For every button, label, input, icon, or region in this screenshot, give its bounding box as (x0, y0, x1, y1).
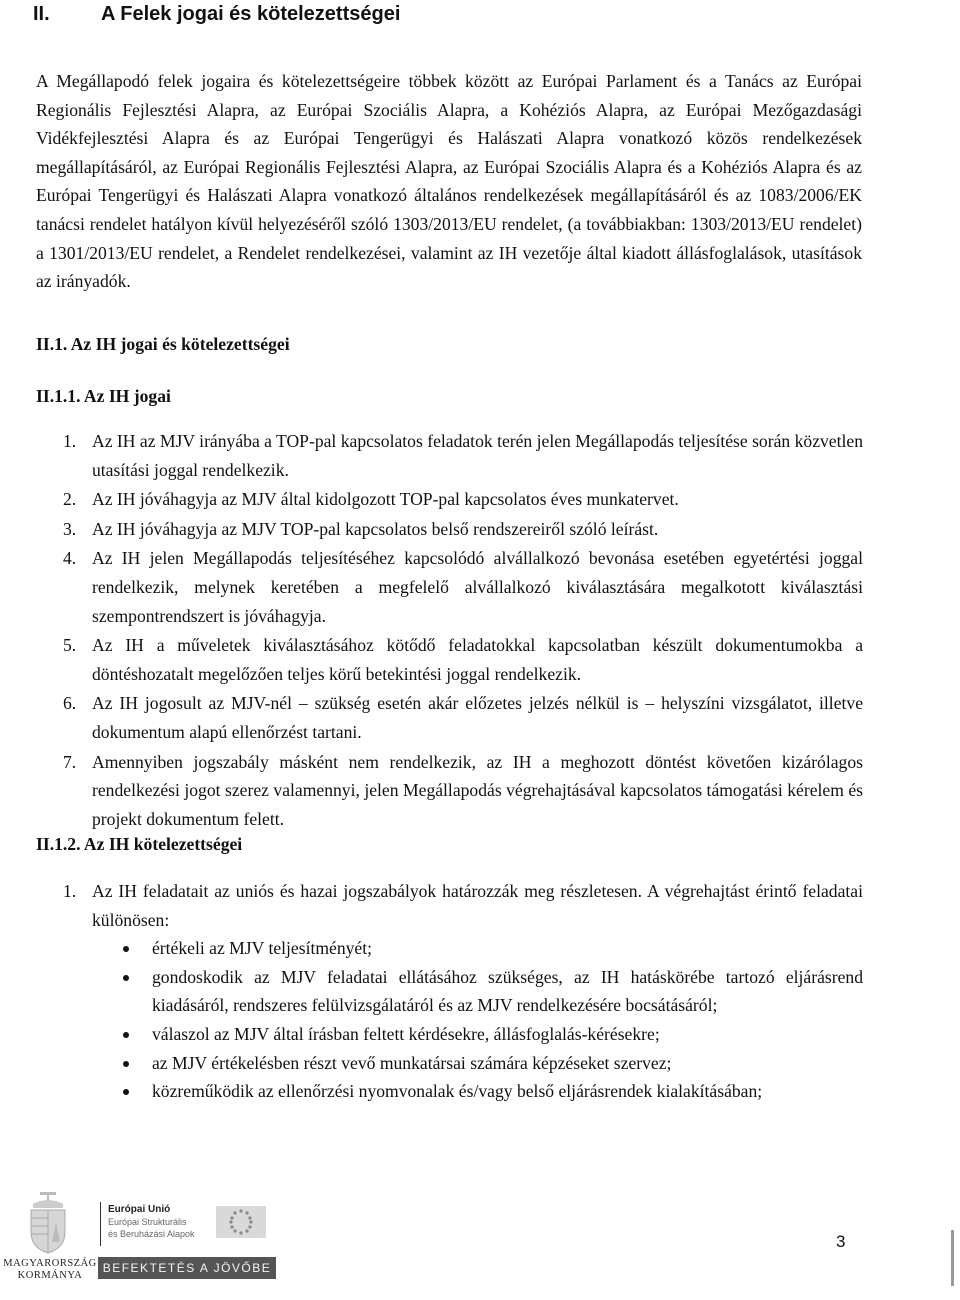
chapter-title-text: A Felek jogai és kötelezettségei (101, 3, 401, 25)
bullet-item (152, 934, 863, 963)
list-item (63, 877, 863, 1106)
item-text: Az IH jóváhagyja az MJV által kidolgozott TOP-pal kapcsolatos éves munkatervet. (92, 489, 679, 510)
item-number: 3. (63, 518, 77, 539)
list-item (63, 515, 863, 544)
item-text: Az IH az MJV irányába a TOP-pal kapcsolatos feladatok terén jelen Megállapodás teljesítése során közvetlen utasítási joggal rendelkezik. (92, 431, 863, 480)
bullet-item (152, 963, 863, 1020)
bullet-text: gondoskodik az MJV feladatai ellátásához szükséges, az IH hatáskörébe tartozó eljárásrend kiadásáról, rendszeres felülvizsgálatáról és az MJV rendelkezésére bocsátásáról; (152, 966, 863, 1016)
section-heading: II.1. Az IH jogai és kötelezettségei (36, 334, 290, 354)
page-number: 3 (836, 1232, 846, 1251)
chapter-number: II. (33, 3, 50, 25)
duties-heading: II.1.2. Az IH kötelezettségei (36, 834, 243, 854)
item-number: 5. (63, 635, 77, 656)
eu-title: Európai Unió (108, 1204, 171, 1215)
item-number: 6. (63, 693, 77, 714)
rights-heading: II.1.1. Az IH jogai (36, 386, 171, 406)
bullet-icon (123, 975, 129, 981)
bullet-text: értékeli az MJV teljesítményét; (152, 938, 373, 959)
coat-of-arms-icon (25, 1192, 71, 1254)
bullet-icon (123, 1032, 129, 1038)
slogan-banner: BEFEKTETÉS A JÖVŐBE (98, 1257, 276, 1279)
duties-list (63, 877, 863, 1106)
page-footer (0, 1190, 960, 1300)
eu-logo (100, 1202, 280, 1248)
duties-bullet-list (92, 934, 863, 1106)
list-item (63, 689, 863, 746)
list-item (63, 544, 863, 630)
eu-fund-line-2: és Beruházási Alapok (108, 1229, 195, 1239)
bullet-text: válaszol az MJV által írásban feltett kérdésekre, állásfoglalás-kérésekre; (152, 1023, 660, 1044)
item-number: 7. (63, 751, 77, 772)
item-text: Az IH jelen Megállapodás teljesítéséhez kapcsolódó alvállalkozó bevonása esetében egyetértési joggal rendelkezik, melynek keretében a megfelelő alvállalkozó kiválasztására megalkotott kiválasztási szempontrendszert is jóváhagyja. (92, 548, 863, 626)
bullet-icon (123, 1061, 129, 1067)
government-logo-text (2, 1258, 98, 1282)
bullet-icon (123, 1089, 129, 1095)
bullet-item (152, 1020, 863, 1049)
item-number: 4. (63, 548, 77, 569)
item-number: 1. (63, 881, 77, 901)
list-item (63, 485, 863, 514)
item-text: Amennyiben jogszabály másként nem rendelkezik, az IH a meghozott döntést követően kizárólagos rendelkezési jogot szerez valamennyi, jelen Megállapodás végrehajtásával kapcsolatos támogatási kérelem és projekt dokumentum felett. (92, 751, 863, 829)
chapter-title (33, 2, 400, 26)
eu-flag-icon (216, 1206, 266, 1238)
bullet-icon (123, 946, 129, 952)
item-number: 2. (63, 489, 77, 510)
divider (100, 1202, 101, 1246)
item-text: Az IH a műveletek kiválasztásához kötődő feladatokkal kapcsolatban készült dokumentumokba a döntéshozatalt megelőzően teljes körű betekintési joggal rendelkezik. (92, 635, 863, 684)
bullet-text: az MJV értékelésben részt vevő munkatársai számára képzéseket szervez; (152, 1052, 672, 1073)
intro-paragraph: A Megállapodó felek jogaira és kötelezettségeire többek között az Európai Parlament és a Tanács az Európai Regionális Fejlesztési Alapra, az Európai Szociális Alapra, a Kohéziós Alapra, az Európai Mezőgazdasági Vidékfejlesztési Alapra és az Európai Tengerügyi és Halászati Alapra vonatkozó közös rendelkezések megállapításáról, az Európai Regionális Fejlesztési Alapra, az Európai Szociális Alapra és a Kohéziós Alapra és az Európai Tengerügyi és Halászati Alapra vonatkozó általános rendelkezések megállapításáról és az 1083/2006/EK tanácsi rendelet hatályon kívül helyezéséről szóló 1303/2013/EU rendelet, (a továbbiakban: 1303/2013/EU rendelet) a 1301/2013/EU rendelet, a Rendelet rendelkezései, valamint az IH vezetője által kiadott állásfoglalások, utasítások az irányadók. (36, 71, 862, 292)
country-name: MAGYARORSZÁG (3, 1258, 97, 1269)
rights-list (63, 427, 863, 834)
page-edge-mark (951, 1230, 954, 1286)
item-text: Az IH jogosult az MJV-nél – szükség esetén akár előzetes jelzés nélkül is – helyszíni vizsgálatot, illetve dokumentum alapú ellenőrzést tartani. (92, 693, 863, 742)
eu-fund-line-1: Európai Strukturális (108, 1217, 187, 1227)
bullet-text: közreműködik az ellenőrzési nyomvonalak és/vagy belső eljárásrendek kialakításában; (152, 1081, 763, 1102)
list-item (63, 748, 863, 834)
item-number: 1. (63, 431, 77, 451)
list-item (63, 631, 863, 688)
bullet-item (152, 1077, 863, 1106)
list-item (63, 427, 863, 484)
eu-logo-text (108, 1204, 195, 1240)
item-text: Az IH feladatait az uniós és hazai jogszabályok határozzák meg részletesen. A végrehajtást érintő feladatai különösen: (92, 881, 863, 930)
item-text: Az IH jóváhagyja az MJV TOP-pal kapcsolatos belső rendszereiről szóló leírást. (92, 518, 659, 539)
bullet-item (152, 1049, 863, 1078)
government-name: KORMÁNYA (17, 1270, 83, 1281)
